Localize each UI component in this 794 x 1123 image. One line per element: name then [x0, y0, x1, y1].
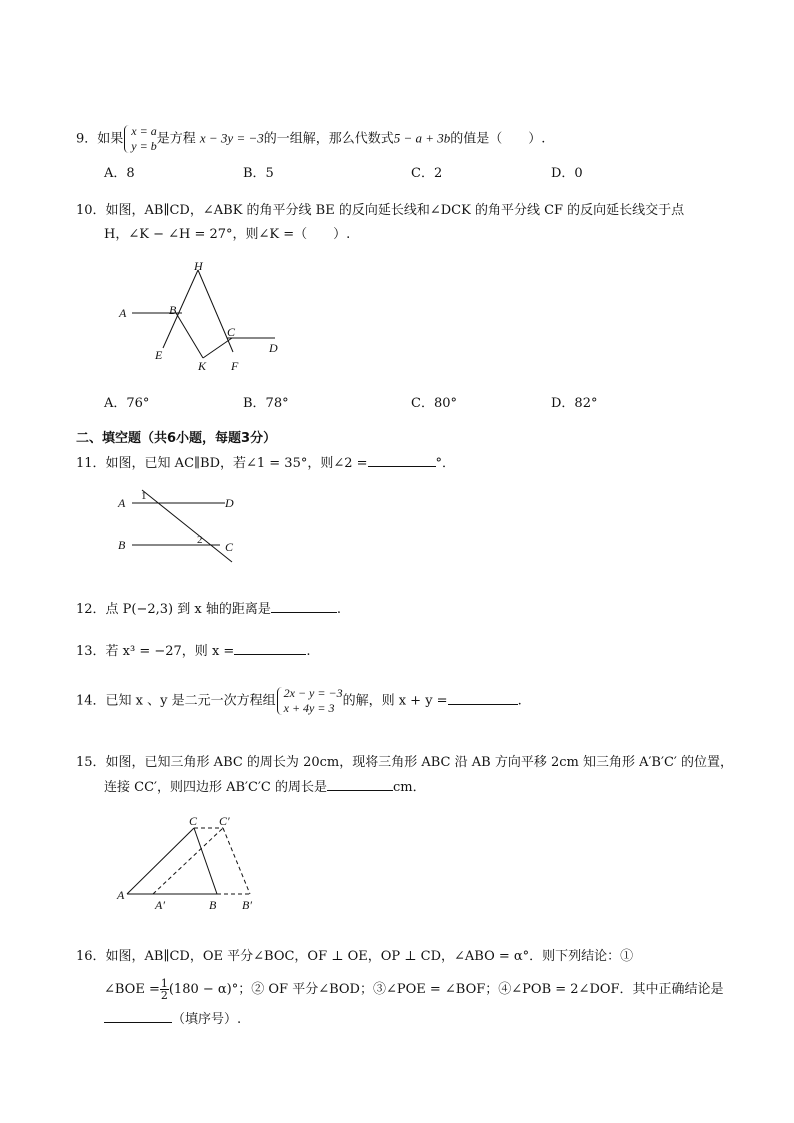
q15-stem-line1: 15．如图，已知三角形 ABC 的周长为 20cm，现将三角形 ABC 沿 AB 方向平移 2cm 知三角形 A′B′C′ 的位置，: [76, 755, 733, 770]
q15-label-c-prime: C′: [219, 814, 230, 828]
q11-label-c: C: [225, 540, 234, 554]
q10-figure: [110, 256, 310, 376]
q10-label-a: A: [119, 306, 127, 320]
q11-stem: 11．如图，已知 AC∥BD，若∠1 = 35°，则∠2 = °．: [76, 456, 456, 471]
q16-answer-blank[interactable]: [104, 1010, 172, 1023]
q11-label-a: A: [118, 496, 126, 510]
q10-option-a[interactable]: A．76°: [104, 396, 150, 411]
q10-option-b[interactable]: B．78°: [243, 396, 289, 411]
q10-label-h: H: [194, 259, 203, 273]
q10-stem-line2: H，∠K − ∠H = 27°，则∠K =（ ）.: [104, 227, 351, 242]
q12-stem: 12．点 P(−2,3) 到 x 轴的距离是 .: [76, 602, 342, 617]
q9-option-a[interactable]: A．8: [104, 166, 135, 181]
q9-system: x = a y = b: [123, 124, 156, 154]
q14-answer-blank[interactable]: [448, 692, 518, 705]
q11-figure: [110, 486, 260, 576]
q9-equation: x − 3y = −3: [199, 130, 264, 146]
q11-label-b: B: [118, 538, 126, 552]
q10-label-e: E: [155, 348, 163, 362]
q10-label-k: K: [198, 359, 207, 373]
q9-expression: 5 − a + 3b: [393, 130, 451, 146]
q10-stem-line1: 10．如图，AB∥CD，∠ABK 的角平分线 BE 的反向延长线和∠DCK 的角平分线 CF 的反向延长线交于点: [76, 203, 685, 218]
q16-fraction: $\frac{1}{2}$: [160, 977, 168, 1002]
q14-stem: 14．已知 x 、y 是二元一次方程组 2x − y = −3 x + 4y = 3 的解，则 x + y = .: [76, 686, 522, 715]
q10-option-d[interactable]: D．82°: [551, 396, 598, 411]
q16-stem-line2: ∠BOE = $\frac{1}{2}$ (180 − α)°；② OF 平分∠BOD；③∠POE = ∠BOF；④∠POB = 2∠DOF．其中正确结论是: [104, 977, 724, 1002]
q15-figure: [110, 814, 280, 914]
q13-answer-blank[interactable]: [234, 642, 306, 655]
q11-angle-2: 2: [197, 534, 203, 546]
q15-label-b: B: [209, 898, 217, 912]
q9-option-b[interactable]: B．5: [243, 166, 274, 181]
q9-option-d[interactable]: D．0: [551, 166, 583, 181]
q10-option-c[interactable]: C．80°: [411, 396, 457, 411]
q14-system: 2x − y = −3 x + 4y = 3: [276, 686, 343, 716]
q10-label-f: F: [231, 359, 239, 373]
q15-label-a: A: [117, 888, 125, 902]
q15-label-c: C: [189, 814, 198, 828]
q9-option-c[interactable]: C．2: [411, 166, 443, 181]
q13-stem: 13．若 x³ = −27，则 x = .: [76, 644, 311, 659]
q9-number: 9．如果: [76, 131, 124, 147]
section-fill-in-title: 二、填空题（共6小题，每题3分）: [76, 431, 277, 446]
q11-answer-blank[interactable]: [368, 454, 436, 467]
q15-answer-blank[interactable]: [327, 778, 393, 791]
q10-label-d: D: [269, 341, 278, 355]
q10-label-b: B: [169, 303, 177, 317]
q15-label-a-prime: A′: [155, 898, 165, 912]
q15-label-b-prime: B′: [242, 898, 252, 912]
q11-label-d: D: [225, 496, 234, 510]
q10-label-c: C: [227, 325, 236, 339]
q16-stem-line1: 16．如图，AB∥CD，OE 平分∠BOC，OF ⊥ OE，OP ⊥ CD，∠ABO = α°．则下列结论：①: [76, 949, 634, 964]
q11-angle-1: 1: [141, 490, 147, 502]
q12-answer-blank[interactable]: [271, 600, 337, 613]
q9-stem: 9．如果 x = a y = b 是方程 x − 3y = −3的一组解，那么代数式5 − a + 3b的值是（ ）.: [76, 124, 546, 153]
q16-stem-line3: （填序号）.: [104, 1010, 241, 1029]
q15-stem-line2: 连接 CC′，则四边形 AB′C′C 的周长是 cm．: [104, 780, 426, 795]
